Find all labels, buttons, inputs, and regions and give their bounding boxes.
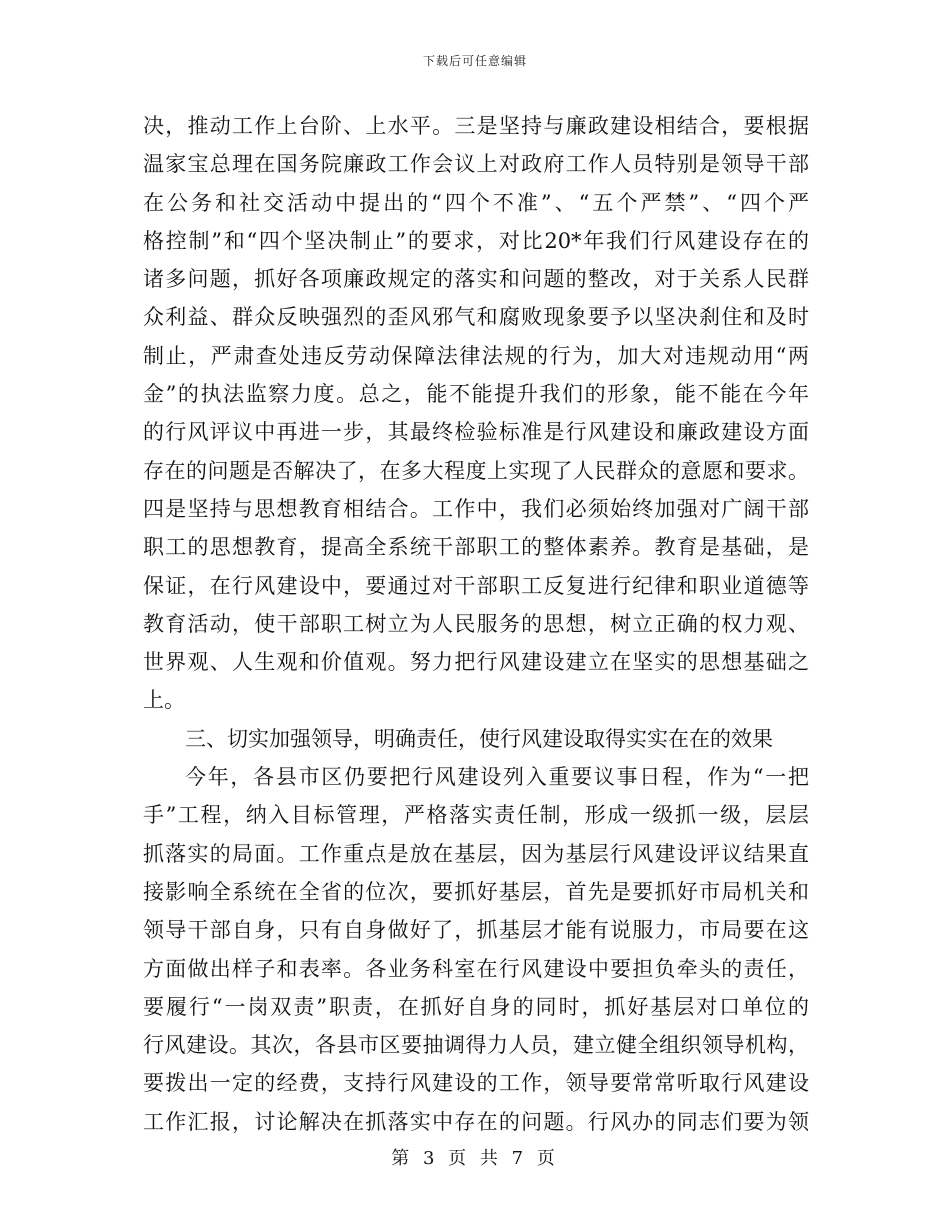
text-line: 领导干部自身，只有自身做好了，抓基层才能有说服力，市局要在这	[143, 918, 809, 943]
document-body	[143, 107, 809, 1141]
text-line: 要履行“一岗双责”职责，在抓好自身的同时，抓好基层对口单位的	[143, 994, 809, 1019]
page-footer: 第 3 页 共 7 页	[391, 1148, 559, 1169]
text-line: 众利益、群众反映强烈的歪风邪气和腐败现象要予以坚决刹住和及时	[143, 305, 809, 330]
text-line: 接影响全系统在全省的位次，要抓好基层，首先是要抓好市局机关和	[143, 879, 809, 904]
text-line: 制止，严肃查处违反劳动保障法律法规的行为，加大对违规动用“两	[143, 343, 809, 368]
text-line: 四是坚持与思想教育相结合。工作中，我们必须始终加强对广阔干部	[143, 496, 809, 521]
text-line: 方面做出样子和表率。各业务科室在行风建设中要担负牵头的责任，	[143, 956, 809, 981]
text-line: 温家宝总理在国务院廉政工作会议上对政府工作人员特别是领导干部	[143, 152, 809, 177]
text-line: 格控制”和“四个坚决制止”的要求，对比20*年我们行风建设存在的	[143, 228, 809, 253]
text-line: 要拨出一定的经费，支持行风建设的工作，领导要常常听取行风建设	[143, 1071, 809, 1096]
text-line: 诸多问题，抓好各项廉政规定的落实和问题的整改，对于关系人民群	[143, 267, 809, 292]
text-line: 教育活动，使干部职工树立为人民服务的思想，树立正确的权力观、	[143, 611, 809, 636]
section-heading: 三、切实加强领导，明确责任，使行风建设取得实实在在的效果	[185, 726, 773, 751]
text-line: 职工的思想教育，提高全系统干部职工的整体素养。教育是基础，是	[143, 535, 809, 560]
text-line: 今年，各县市区仍要把行风建设列入重要议事日程，作为“一把	[185, 765, 809, 790]
text-line: 在公务和社交活动中提出的“四个不准”、“五个严禁”、“四个严	[143, 190, 809, 215]
text-line: 手”工程，纳入目标管理，严格落实责任制，形成一级抓一级，层层	[143, 803, 809, 828]
text-line: 存在的问题是否解决了，在多大程度上实现了人民群众的意愿和要求。	[143, 458, 809, 483]
page-header: 下载后可任意编辑	[422, 54, 527, 68]
text-line: 工作汇报，讨论解决在抓落实中存在的问题。行风办的同志们要为领	[143, 1109, 809, 1134]
text-line: 抓落实的局面。工作重点是放在基层，因为基层行风建设评议结果直	[143, 841, 809, 866]
text-line: 的行风评议中再进一步，其最终检验标准是行风建设和廉政建设方面	[143, 420, 809, 445]
text-line: 行风建设。其次，各县市区要抽调得力人员，建立健全组织领导机构，	[143, 1033, 809, 1058]
text-line: 上。	[143, 688, 185, 713]
text-line: 保证，在行风建设中，要通过对干部职工反复进行纪律和职业道德等	[143, 573, 809, 598]
text-line: 金”的执法监察力度。总之，能不能提升我们的形象，能不能在今年	[143, 382, 809, 407]
text-line: 世界观、人生观和价值观。努力把行风建设建立在坚实的思想基础之	[143, 650, 809, 675]
text-line: 决，推动工作上台阶、上水平。三是坚持与廉政建设相结合，要根据	[143, 114, 809, 138]
